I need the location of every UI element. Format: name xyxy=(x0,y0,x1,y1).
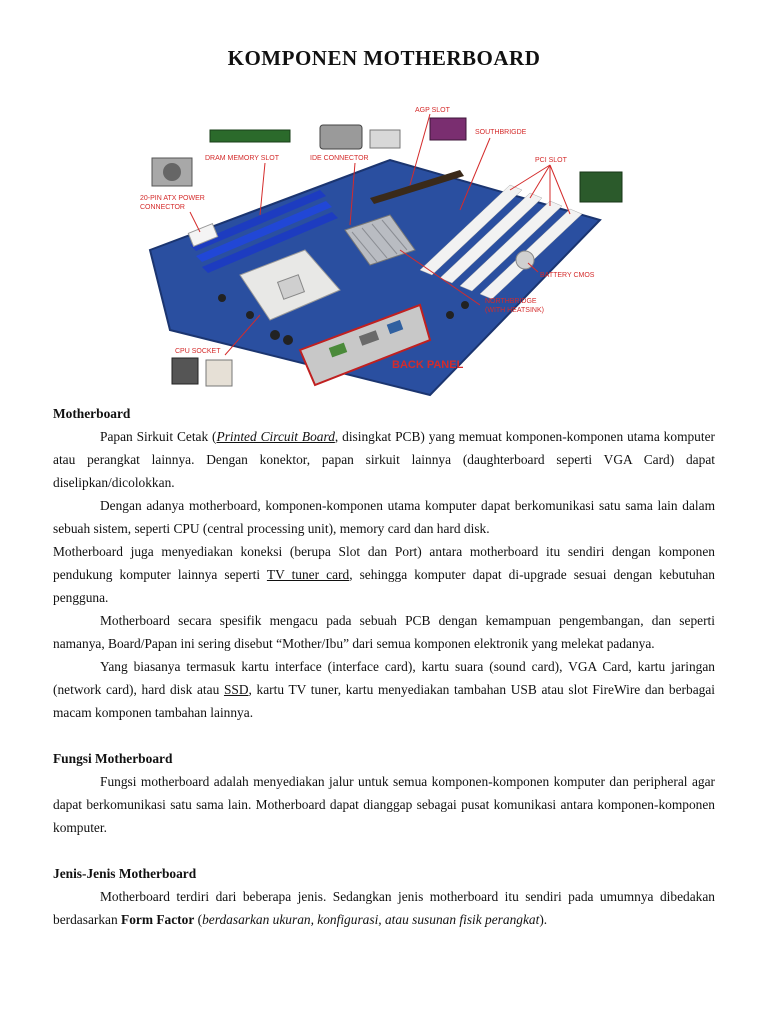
link-printed-circuit-board[interactable]: Printed Circuit Board xyxy=(216,429,335,444)
pci-card-picture xyxy=(580,172,622,202)
motherboard-diagram xyxy=(130,100,630,400)
label-agp-slot: AGP SLOT xyxy=(415,107,450,114)
label-atx-power-2: CONNECTOR xyxy=(140,204,185,211)
power-supply-picture xyxy=(152,158,192,186)
motherboard-illustration xyxy=(130,100,630,400)
link-tv-tuner-card[interactable]: TV tuner card xyxy=(266,567,350,582)
label-dram-memory-slot: DRAM MEMORY SLOT xyxy=(205,155,280,162)
label-ide-connector: IDE CONNECTOR xyxy=(310,155,369,162)
label-back-panel: BACK PANEL xyxy=(392,359,464,371)
paragraph-motherboard-5: Yang biasanya termasuk kartu interface (interface card), kartu suara (sound card), VGA Card, kartu jaringan (network card), hard disk atau SSD, kartu TV tuner, kartu menyediakan tambahan USB atau slot FireWire dan berbagai macam komponen tambahan lainnya. xyxy=(53,659,715,720)
label-northbridge-2: (WITH HEATSINK) xyxy=(485,307,544,314)
link-ssd[interactable]: SSD xyxy=(223,682,249,697)
paragraph-motherboard-4: Motherboard secara spesifik mengacu pada sebuah PCB dengan kemampuan pengembangan, dan seperti namanya, Board/Papan ini sering disebut “Mother/Ibu” dari semua komponen elektronik yang melekat padanya. xyxy=(53,613,715,651)
label-northbridge-1: NORTHBRIDGE xyxy=(485,298,537,305)
form-factor-term: Form Factor xyxy=(121,912,195,927)
label-atx-power-1: 20-PIN ATX POWER xyxy=(140,195,205,202)
paragraph-fungsi: Fungsi motherboard adalah menyediakan jalur untuk semua komponen-komponen komputer dan peripheral agar dapat berkomunikasi satu sama lain. Motherboard dapat dianggap sebagai pusat komunikasi antara komponen-komponen komputer. xyxy=(53,774,715,835)
paragraph-motherboard-2: Dengan adanya motherboard, komponen-komponen utama komputer dapat berkomunikasi satu sama lain dalam sebuah sistem, seperti CPU (central processing unit), memory card dan hard disk. xyxy=(53,498,715,536)
dram-module-picture xyxy=(210,130,290,142)
label-southbridge: SOUTHBRIGDE xyxy=(475,129,527,136)
agp-card-picture xyxy=(430,118,466,140)
paragraph-motherboard-1: Papan Sirkuit Cetak (Printed Circuit Board, disingkat PCB) yang memuat komponen-komponen utama komputer atau perangkat lainnya. Dengan konektor, papan sirkuit lainnya (daughterboard seperti VGA Card) dapat diselipkan/dicolokkan. xyxy=(53,429,715,490)
page-title: KOMPONEN MOTHERBOARD xyxy=(227,46,541,70)
ide-drive-picture xyxy=(320,125,400,149)
label-battery-cmos: BATTERY CMOS xyxy=(540,272,595,279)
label-pci-slot: PCI SLOT xyxy=(535,157,567,164)
label-cpu-socket: CPU SOCKET xyxy=(175,348,221,355)
heading-jenis-motherboard: Jenis-Jenis Motherboard xyxy=(53,866,197,881)
cpu-picture xyxy=(172,358,232,386)
document-body xyxy=(53,402,715,931)
paragraph-motherboard-3: Motherboard juga menyediakan koneksi (berupa Slot dan Port) antara motherboard itu sendiri dengan komponen pendukung komputer lainnya seperti TV tuner card, sehingga komputer dapat di-upgrade sesuai dengan kebutuhan pengguna. xyxy=(53,544,715,605)
heading-fungsi-motherboard: Fungsi Motherboard xyxy=(53,751,173,766)
heading-motherboard: Motherboard xyxy=(53,406,131,421)
paragraph-jenis: Motherboard terdiri dari beberapa jenis. Sedangkan jenis motherboard itu sendiri pada umumnya dibedakan berdasarkan Form Factor (berdasarkan ukuran, konfigurasi, atau susunan fisik perangkat). xyxy=(53,889,715,927)
